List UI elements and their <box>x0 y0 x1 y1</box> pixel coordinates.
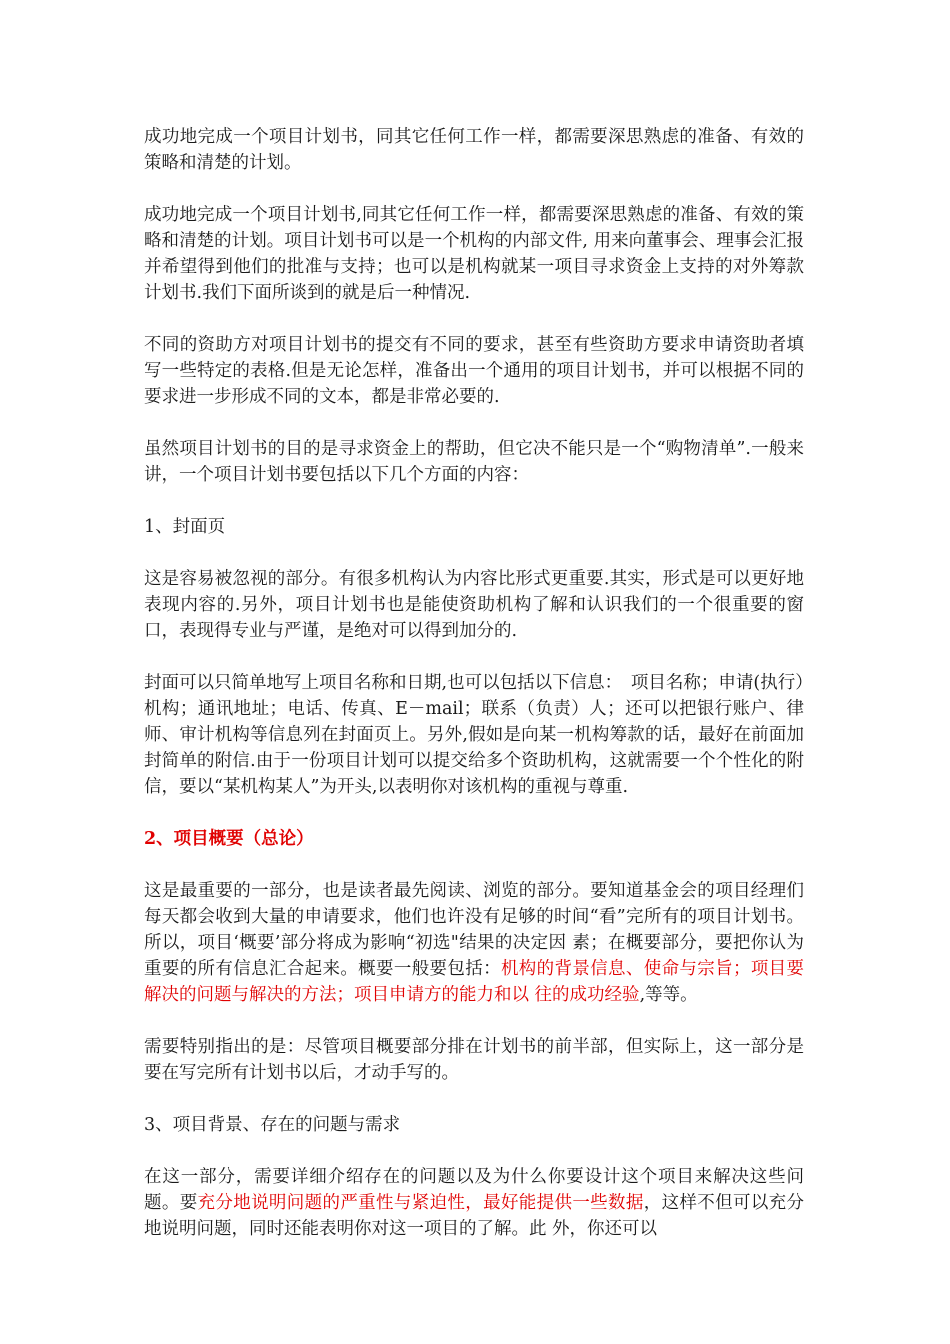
section-heading-background: 3、项目背景、存在的问题与需求 <box>144 1115 401 1135</box>
background-text: 在这一部分，需要详细介绍存在的问题以及为什么你要设计这个项目来解决这些问题。要 <box>144 1167 804 1213</box>
summary-note-paragraph: 需要特别指出的是：尽管项目概要部分排在计划书的前半部，但实际上，这一部分是要在写完所有计划书以后，才动手写的。 <box>144 1037 804 1083</box>
summary-text: 这是最重要的一部分，也是读者最先阅读、浏览的部分。要知道基金会的项目经理们每天都会收到大量的申请要求，他们也许没有足够的时间“看”完所有的项目计划书。所以，项目‘概要’部分将成为影响“初选"结果的决定因 素；在概要部分，要把你认为重要的所有信息汇合起来。概要一般要包括： <box>144 881 804 979</box>
cover-info-paragraph: 封面可以只简单地写上项目名称和日期,也可以包括以下信息： 项目名称；申请(执行）机构；通讯地址；电话、传真、E－mail；联系（负责）人；还可以把银行账户、律师、审计机构等信息列在封面页上。另外,假如是向某一机构筹款的话，最好在前面加封简单的附信.由于一份项目计划可以提交给多个资助机构，这就需要一个个性化的附信，要以“某机构某人”为开头,以表明你对该机构的重视与尊重. <box>144 673 804 797</box>
background-highlight: 充分地说明问题的严重性与紧迫性，最好能提供一些数据 <box>197 1193 644 1213</box>
summary-highlight: 机构的背景信息、使命与宗旨；项目要解决的问题与解决的方法；项目申请方的能力和以 往的成功经验 <box>144 959 805 1005</box>
overview-paragraph: 成功地完成一个项目计划书,同其它任何工作一样，都需要深思熟虑的准备、有效的策略和清楚的计划。项目计划书可以是一个机构的内部文件, 用来向董事会、理事会汇报并希望得到他们的批准与支持；也可以是机构就某一项目寻求资金上支持的对外筹款计划书.我们下面所谈到的就是后一种情况. <box>144 205 804 303</box>
intro-paragraph: 成功地完成一个项目计划书，同其它任何工作一样，都需要深思熟虑的准备、有效的策略和清楚的计划。 <box>144 127 804 173</box>
background-paragraph <box>144 1164 804 1242</box>
requirements-paragraph: 不同的资助方对项目计划书的提交有不同的要求，甚至有些资助方要求申请资助者填写一些特定的表格.但是无论怎样，准备出一个通用的项目计划书，并可以根据不同的要求进一步形成不同的文本，都是非常必要的. <box>144 335 804 407</box>
section-heading-summary: 2、项目概要（总论） <box>144 829 314 849</box>
document-page <box>144 124 804 1268</box>
cover-importance-paragraph: 这是容易被忽视的部分。有很多机构认为内容比形式更重要.其实，形式是可以更好地表现内容的.另外，项目计划书也是能使资助机构了解和认识我们的一个很重要的窗口，表现得专业与严谨，是绝对可以得到加分的. <box>144 569 804 641</box>
background-text-end: ，这样不但可以充分地说明问题，同时还能表明你对这一项目的了解。此 外，你还可以 <box>144 1193 805 1239</box>
summary-text-end: ,等等。 <box>639 985 698 1005</box>
contents-intro-paragraph: 虽然项目计划书的目的是寻求资金上的帮助，但它决不能只是一个“购物清单”.一般来讲，一个项目计划书要包括以下几个方面的内容： <box>144 439 804 485</box>
summary-paragraph <box>144 878 804 1008</box>
section-heading-cover: 1、封面页 <box>144 517 226 537</box>
